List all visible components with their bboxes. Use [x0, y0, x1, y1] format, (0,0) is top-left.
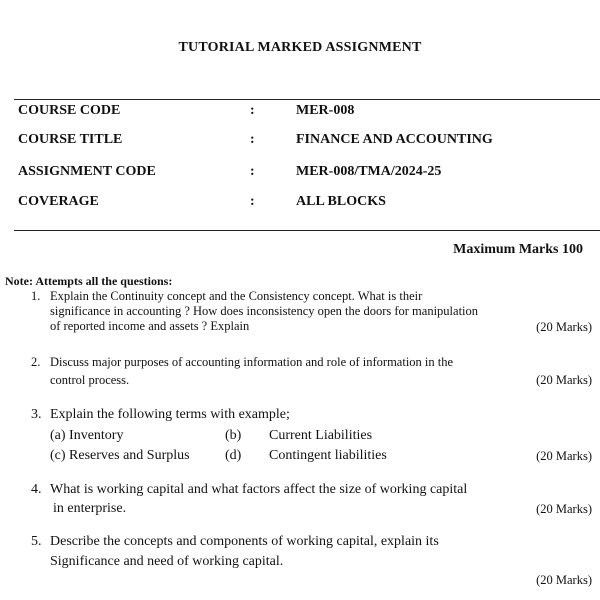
coverage-label: COVERAGE	[18, 194, 99, 209]
course-code-value: MER-008	[296, 103, 355, 118]
question-1-number: 1.	[31, 289, 41, 303]
question-5-line-1: Describe the concepts and components of working capital, explain its	[50, 534, 439, 549]
maximum-marks: Maximum Marks 100	[453, 242, 583, 257]
question-2-line-2: control process.	[50, 373, 130, 387]
question-4-number: 4.	[31, 482, 42, 497]
term-c-reserves-surplus: (c) Reserves and Surplus	[50, 448, 190, 463]
question-4-marks: (20 Marks)	[536, 502, 592, 516]
question-2-number: 2.	[31, 355, 41, 369]
header-top-rule	[14, 99, 600, 100]
question-5-number: 5.	[31, 534, 42, 549]
term-b-current-liabilities: Current Liabilities	[269, 428, 373, 443]
question-2-marks: (20 Marks)	[536, 373, 592, 387]
question-4-line-1: What is working capital and what factors affect the size of working capital	[50, 482, 468, 497]
question-1-marks: (20 Marks)	[536, 320, 592, 334]
question-2-line-1: Discuss major purposes of accounting information and role of information in the	[50, 355, 454, 369]
term-d-contingent-liabilities: Contingent liabilities	[269, 448, 387, 463]
document-title: TUTORIAL MARKED ASSIGNMENT	[178, 40, 422, 55]
question-5-marks: (20 Marks)	[536, 573, 592, 587]
question-3-line-1: Explain the following terms with example;	[50, 407, 290, 422]
assignment-code-label: ASSIGNMENT CODE	[18, 164, 156, 179]
question-1-line-1: Explain the Continuity concept and the Consistency concept. What is their	[50, 289, 423, 303]
coverage-value: ALL BLOCKS	[296, 194, 386, 209]
term-d-label: (d)	[225, 448, 242, 463]
course-code-sep: :	[250, 103, 255, 118]
course-title-sep: :	[250, 132, 255, 147]
question-3-marks: (20 Marks)	[536, 449, 592, 463]
course-title-value: FINANCE AND ACCOUNTING	[296, 132, 493, 147]
course-title-label: COURSE TITLE	[18, 132, 123, 147]
term-a-inventory: (a) Inventory	[50, 428, 124, 443]
header-bottom-rule	[14, 230, 600, 231]
note-text: Note: Attempts all the questions:	[5, 274, 173, 288]
assignment-code-sep: :	[250, 164, 255, 179]
coverage-sep: :	[250, 194, 255, 209]
question-5-line-2: Significance and need of working capital.	[50, 554, 284, 569]
question-4-line-2: in enterprise.	[53, 501, 127, 516]
question-3-number: 3.	[31, 407, 42, 422]
question-1-line-3: of reported income and assets ? Explain	[50, 319, 250, 333]
course-code-label: COURSE CODE	[18, 103, 121, 118]
question-1-line-2: significance in accounting ? How does inconsistency open the doors for manipulation	[50, 304, 479, 318]
assignment-code-value: MER-008/TMA/2024-25	[296, 164, 442, 179]
term-b-label: (b)	[225, 428, 242, 443]
